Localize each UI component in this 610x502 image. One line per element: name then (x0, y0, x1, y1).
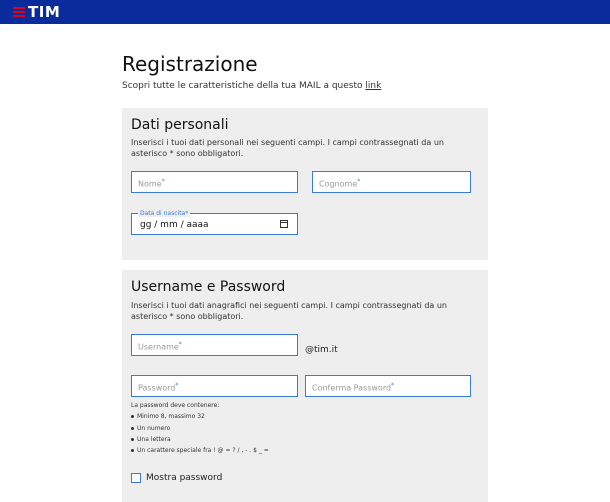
birthdate-field[interactable] (131, 210, 298, 235)
info-link[interactable]: link (365, 81, 382, 91)
password-rule: Minimo 8, massimo 32 (131, 413, 205, 420)
password-rule: Un carattere speciale fra ! @ = ? / , - . $ _ = (131, 447, 269, 454)
logo-text: TIM (28, 3, 61, 21)
top-bar (0, 0, 610, 24)
section-title: Username e Password (131, 279, 286, 295)
name-field[interactable] (131, 171, 298, 193)
birthdate-value: gg / mm / aaaa (140, 220, 209, 230)
page-title: Registrazione (122, 52, 258, 76)
password-rules-title: La password deve contenere: (131, 402, 220, 409)
password-field[interactable] (131, 375, 298, 397)
password-placeholder: Password* (138, 382, 179, 393)
surname-field[interactable] (312, 171, 471, 193)
show-password-checkbox[interactable] (131, 473, 141, 483)
credentials-section (122, 270, 488, 502)
calendar-icon[interactable] (280, 220, 288, 228)
bullet-icon (131, 449, 134, 452)
username-field[interactable] (131, 334, 298, 356)
name-placeholder: Nome* (138, 178, 165, 189)
section-description: Inserisci i tuoi dati personali nei seguenti campi. I campi contrassegnati da un asterisco * sono obbligatori. (131, 138, 444, 158)
confirm-password-placeholder: Conferma Password* (312, 382, 395, 393)
personal-data-section (122, 108, 488, 260)
subtitle-text: Scopri tutte le caratteristiche della tua MAIL a questo (122, 81, 366, 91)
bullet-icon (131, 415, 134, 418)
tim-logo-icon (13, 7, 25, 17)
section-description: Inserisci i tuoi dati anagrafici nei seguenti campi. I campi contrassegnati da un asterisco * sono obbligatori. (131, 301, 448, 321)
bullet-icon (131, 438, 134, 441)
page-subtitle (122, 81, 381, 91)
username-placeholder: Username* (138, 341, 182, 352)
tim-logo[interactable] (13, 4, 60, 20)
bullet-icon (131, 427, 134, 430)
password-rule: Una lettera (131, 436, 171, 443)
surname-placeholder: Cognome* (319, 178, 361, 189)
confirm-password-field[interactable] (305, 375, 471, 397)
birthdate-label: Data di nascita* (140, 210, 189, 217)
password-rule: Un numero (131, 425, 170, 432)
domain-suffix: @tim.it (305, 345, 338, 355)
section-title: Dati personali (131, 117, 229, 133)
show-password-label[interactable]: Mostra password (146, 473, 223, 483)
